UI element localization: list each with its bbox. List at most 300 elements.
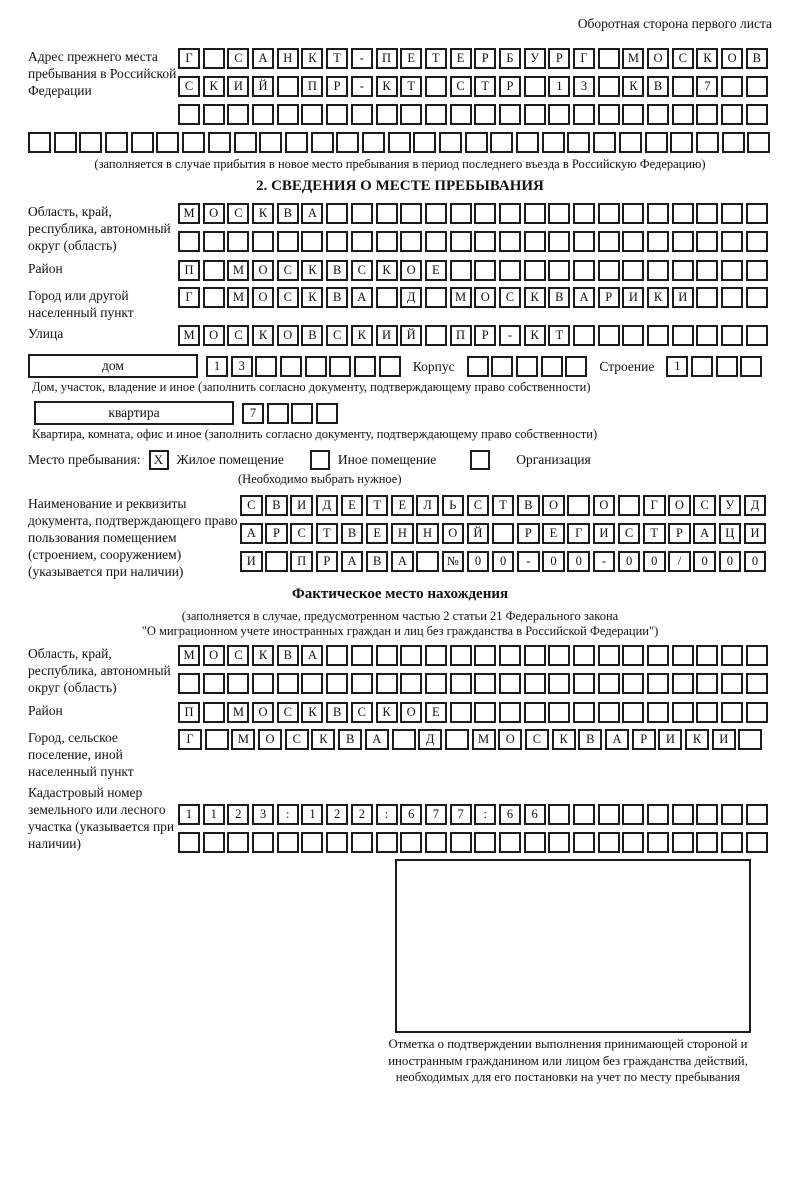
char-cell[interactable]: О [668,495,691,516]
char-cell[interactable]: К [351,325,373,346]
char-cell[interactable] [573,702,595,723]
char-cell[interactable] [622,104,644,125]
char-cell[interactable] [622,260,644,281]
char-cell[interactable] [28,132,51,153]
char-cell[interactable] [746,702,768,723]
char-cell[interactable] [516,356,538,377]
char-cell[interactable] [598,702,620,723]
char-cell[interactable] [326,673,348,694]
char-cell[interactable] [252,832,274,853]
char-cell[interactable]: В [647,76,669,97]
char-cell[interactable]: Т [492,495,515,516]
char-cell[interactable] [499,673,521,694]
char-cell[interactable] [573,832,595,853]
char-cell[interactable] [326,832,348,853]
char-cell[interactable] [450,673,472,694]
char-cell[interactable]: М [227,287,249,308]
char-cell[interactable]: Г [643,495,666,516]
char-cell[interactable]: Д [316,495,339,516]
char-cell[interactable] [672,231,694,252]
char-cell[interactable]: Й [400,325,422,346]
char-cell[interactable] [156,132,179,153]
char-cell[interactable] [316,403,338,424]
char-cell[interactable] [490,132,513,153]
char-cell[interactable]: В [301,325,323,346]
char-cell[interactable]: К [203,76,225,97]
char-cell[interactable] [376,203,398,224]
char-cell[interactable]: 1 [301,804,323,825]
char-cell[interactable]: 0 [467,551,490,572]
char-cell[interactable]: Е [391,495,414,516]
char-cell[interactable]: О [498,729,522,750]
char-cell[interactable]: Т [366,495,389,516]
char-cell[interactable]: М [227,260,249,281]
char-cell[interactable]: Р [474,48,496,69]
char-cell[interactable]: У [719,495,742,516]
char-cell[interactable]: П [290,551,313,572]
char-cell[interactable]: А [693,523,716,544]
char-cell[interactable] [413,132,436,153]
char-cell[interactable] [277,104,299,125]
char-cell[interactable]: В [517,495,540,516]
char-cell[interactable] [351,231,373,252]
char-cell[interactable]: О [203,203,225,224]
stay-type-checkbox-other[interactable] [310,450,330,470]
char-cell[interactable] [351,104,373,125]
char-cell[interactable] [474,260,496,281]
char-cell[interactable]: В [326,702,348,723]
char-cell[interactable] [285,132,308,153]
char-cell[interactable] [721,287,743,308]
char-cell[interactable] [400,203,422,224]
char-cell[interactable] [696,832,718,853]
char-cell[interactable] [645,132,668,153]
char-cell[interactable]: П [178,260,200,281]
char-cell[interactable]: - [517,551,540,572]
char-cell[interactable]: К [301,702,323,723]
char-cell[interactable]: С [227,645,249,666]
char-cell[interactable]: 0 [567,551,590,572]
char-cell[interactable]: А [240,523,263,544]
char-cell[interactable]: Р [265,523,288,544]
char-cell[interactable] [351,645,373,666]
char-cell[interactable] [622,832,644,853]
char-cell[interactable] [227,231,249,252]
char-cell[interactable] [379,356,401,377]
char-cell[interactable]: И [744,523,767,544]
char-cell[interactable] [265,551,288,572]
char-cell[interactable] [182,132,205,153]
char-cell[interactable] [267,403,289,424]
char-cell[interactable]: : [376,804,398,825]
char-cell[interactable] [524,702,546,723]
char-cell[interactable] [672,76,694,97]
char-cell[interactable] [573,645,595,666]
char-cell[interactable] [746,325,768,346]
char-cell[interactable]: П [376,48,398,69]
char-cell[interactable] [721,702,743,723]
char-cell[interactable] [647,645,669,666]
char-cell[interactable]: М [450,287,472,308]
char-cell[interactable] [647,104,669,125]
char-cell[interactable] [425,203,447,224]
char-cell[interactable] [305,356,327,377]
char-cell[interactable] [450,645,472,666]
char-cell[interactable]: И [622,287,644,308]
char-cell[interactable]: Е [366,523,389,544]
char-cell[interactable] [450,104,472,125]
char-cell[interactable]: Л [416,495,439,516]
char-cell[interactable] [746,804,768,825]
char-cell[interactable] [400,231,422,252]
char-cell[interactable] [647,325,669,346]
char-cell[interactable] [54,132,77,153]
char-cell[interactable] [425,231,447,252]
char-cell[interactable]: Н [277,48,299,69]
char-cell[interactable]: 7 [450,804,472,825]
char-cell[interactable] [277,832,299,853]
char-cell[interactable]: В [548,287,570,308]
char-cell[interactable]: А [365,729,389,750]
char-cell[interactable]: О [442,523,465,544]
char-cell[interactable] [672,260,694,281]
char-cell[interactable]: 0 [643,551,666,572]
char-cell[interactable]: В [277,203,299,224]
char-cell[interactable]: К [301,287,323,308]
char-cell[interactable] [301,104,323,125]
char-cell[interactable]: 3 [252,804,274,825]
char-cell[interactable] [647,832,669,853]
char-cell[interactable]: О [593,495,616,516]
char-cell[interactable]: К [647,287,669,308]
char-cell[interactable]: Р [326,76,348,97]
char-cell[interactable] [301,673,323,694]
char-cell[interactable]: А [301,645,323,666]
char-cell[interactable]: У [524,48,546,69]
char-cell[interactable] [524,76,546,97]
char-cell[interactable]: М [472,729,496,750]
char-cell[interactable]: Е [450,48,472,69]
char-cell[interactable]: М [178,325,200,346]
char-cell[interactable]: М [178,203,200,224]
char-cell[interactable] [178,104,200,125]
char-cell[interactable]: И [593,523,616,544]
char-cell[interactable]: И [227,76,249,97]
char-cell[interactable] [722,132,745,153]
char-cell[interactable] [573,203,595,224]
char-cell[interactable] [598,203,620,224]
char-cell[interactable]: - [351,76,373,97]
char-cell[interactable]: С [351,260,373,281]
char-cell[interactable]: А [573,287,595,308]
char-cell[interactable] [647,673,669,694]
char-cell[interactable] [746,76,768,97]
char-cell[interactable] [474,673,496,694]
char-cell[interactable]: С [618,523,641,544]
char-cell[interactable] [721,76,743,97]
char-cell[interactable]: Н [391,523,414,544]
char-cell[interactable]: 6 [499,804,521,825]
char-cell[interactable]: Т [400,76,422,97]
char-cell[interactable] [277,76,299,97]
char-cell[interactable] [524,645,546,666]
char-cell[interactable] [567,132,590,153]
char-cell[interactable]: С [467,495,490,516]
char-cell[interactable] [277,231,299,252]
char-cell[interactable]: О [647,48,669,69]
char-cell[interactable]: 0 [693,551,716,572]
apartment-type-box[interactable]: квартира [34,401,234,425]
char-cell[interactable]: Г [178,287,200,308]
char-cell[interactable] [622,645,644,666]
char-cell[interactable] [524,673,546,694]
char-cell[interactable]: Е [425,702,447,723]
char-cell[interactable] [178,832,200,853]
char-cell[interactable]: В [326,260,348,281]
char-cell[interactable]: Г [178,729,202,750]
char-cell[interactable]: 0 [719,551,742,572]
char-cell[interactable] [691,356,713,377]
char-cell[interactable]: : [277,804,299,825]
char-cell[interactable] [203,104,225,125]
char-cell[interactable] [598,645,620,666]
char-cell[interactable] [259,132,282,153]
char-cell[interactable] [311,132,334,153]
char-cell[interactable]: К [311,729,335,750]
char-cell[interactable]: В [326,287,348,308]
char-cell[interactable] [252,231,274,252]
char-cell[interactable]: С [227,48,249,69]
char-cell[interactable]: В [338,729,362,750]
char-cell[interactable]: К [376,76,398,97]
char-cell[interactable]: Й [467,523,490,544]
char-cell[interactable] [598,832,620,853]
char-cell[interactable] [573,231,595,252]
char-cell[interactable] [351,673,373,694]
char-cell[interactable]: К [524,325,546,346]
char-cell[interactable] [598,104,620,125]
char-cell[interactable] [672,104,694,125]
char-cell[interactable]: 1 [666,356,688,377]
char-cell[interactable]: / [668,551,691,572]
char-cell[interactable]: 0 [618,551,641,572]
char-cell[interactable]: И [712,729,736,750]
char-cell[interactable]: Д [418,729,442,750]
char-cell[interactable] [252,673,274,694]
char-cell[interactable]: С [326,325,348,346]
char-cell[interactable]: Ь [442,495,465,516]
char-cell[interactable] [450,231,472,252]
char-cell[interactable]: С [277,260,299,281]
stay-type-checkbox-organization[interactable] [470,450,490,470]
char-cell[interactable]: О [400,260,422,281]
char-cell[interactable] [542,132,565,153]
char-cell[interactable] [351,203,373,224]
char-cell[interactable]: С [351,702,373,723]
char-cell[interactable] [326,203,348,224]
char-cell[interactable] [178,673,200,694]
char-cell[interactable]: П [450,325,472,346]
char-cell[interactable]: Г [567,523,590,544]
char-cell[interactable] [573,260,595,281]
char-cell[interactable]: № [442,551,465,572]
char-cell[interactable]: 2 [351,804,373,825]
char-cell[interactable] [491,356,513,377]
char-cell[interactable]: Е [425,260,447,281]
char-cell[interactable]: Р [632,729,656,750]
char-cell[interactable]: К [552,729,576,750]
char-cell[interactable] [672,645,694,666]
char-cell[interactable]: С [178,76,200,97]
char-cell[interactable]: Р [316,551,339,572]
char-cell[interactable] [696,132,719,153]
char-cell[interactable] [541,356,563,377]
char-cell[interactable] [178,231,200,252]
char-cell[interactable] [622,203,644,224]
char-cell[interactable]: Б [499,48,521,69]
char-cell[interactable]: К [301,260,323,281]
char-cell[interactable] [227,832,249,853]
char-cell[interactable] [672,203,694,224]
char-cell[interactable] [474,104,496,125]
char-cell[interactable] [252,104,274,125]
char-cell[interactable] [548,203,570,224]
char-cell[interactable] [474,832,496,853]
char-cell[interactable] [336,132,359,153]
char-cell[interactable]: С [693,495,716,516]
char-cell[interactable] [548,104,570,125]
char-cell[interactable] [721,104,743,125]
char-cell[interactable] [450,203,472,224]
char-cell[interactable] [721,231,743,252]
char-cell[interactable]: О [542,495,565,516]
char-cell[interactable] [746,104,768,125]
char-cell[interactable]: А [301,203,323,224]
char-cell[interactable] [696,104,718,125]
char-cell[interactable]: И [672,287,694,308]
char-cell[interactable] [425,104,447,125]
char-cell[interactable] [400,645,422,666]
char-cell[interactable] [647,203,669,224]
char-cell[interactable] [392,729,416,750]
char-cell[interactable]: О [252,260,274,281]
char-cell[interactable] [672,832,694,853]
char-cell[interactable]: Т [316,523,339,544]
char-cell[interactable]: О [721,48,743,69]
char-cell[interactable]: О [277,325,299,346]
char-cell[interactable]: - [499,325,521,346]
char-cell[interactable]: 7 [242,403,264,424]
char-cell[interactable]: С [290,523,313,544]
char-cell[interactable] [598,231,620,252]
char-cell[interactable] [598,48,620,69]
char-cell[interactable]: Т [548,325,570,346]
char-cell[interactable]: Р [517,523,540,544]
char-cell[interactable]: К [376,260,398,281]
char-cell[interactable]: В [578,729,602,750]
char-cell[interactable] [647,260,669,281]
char-cell[interactable] [227,104,249,125]
char-cell[interactable] [79,132,102,153]
char-cell[interactable] [499,231,521,252]
char-cell[interactable] [376,104,398,125]
char-cell[interactable]: 2 [227,804,249,825]
char-cell[interactable]: О [400,702,422,723]
char-cell[interactable]: О [203,325,225,346]
char-cell[interactable] [672,673,694,694]
char-cell[interactable] [738,729,762,750]
char-cell[interactable]: А [391,551,414,572]
char-cell[interactable]: 6 [524,804,546,825]
char-cell[interactable]: К [376,702,398,723]
char-cell[interactable] [277,673,299,694]
char-cell[interactable] [301,832,323,853]
char-cell[interactable]: : [474,804,496,825]
char-cell[interactable] [354,356,376,377]
char-cell[interactable] [721,832,743,853]
char-cell[interactable]: Г [573,48,595,69]
char-cell[interactable] [696,260,718,281]
char-cell[interactable]: К [252,325,274,346]
char-cell[interactable] [598,76,620,97]
char-cell[interactable] [445,729,469,750]
char-cell[interactable] [227,673,249,694]
char-cell[interactable] [746,832,768,853]
char-cell[interactable] [450,832,472,853]
char-cell[interactable]: В [341,523,364,544]
char-cell[interactable]: 6 [400,804,422,825]
char-cell[interactable] [696,645,718,666]
char-cell[interactable] [721,203,743,224]
char-cell[interactable] [524,832,546,853]
char-cell[interactable] [376,645,398,666]
char-cell[interactable]: - [351,48,373,69]
char-cell[interactable] [548,702,570,723]
char-cell[interactable]: И [376,325,398,346]
char-cell[interactable]: И [658,729,682,750]
char-cell[interactable] [105,132,128,153]
char-cell[interactable]: - [593,551,616,572]
char-cell[interactable] [548,260,570,281]
char-cell[interactable]: В [746,48,768,69]
char-cell[interactable]: К [685,729,709,750]
char-cell[interactable]: 1 [178,804,200,825]
char-cell[interactable] [291,403,313,424]
char-cell[interactable]: С [672,48,694,69]
char-cell[interactable]: М [178,645,200,666]
char-cell[interactable] [388,132,411,153]
char-cell[interactable] [721,645,743,666]
char-cell[interactable]: А [252,48,274,69]
char-cell[interactable]: С [277,702,299,723]
char-cell[interactable]: С [285,729,309,750]
char-cell[interactable]: М [622,48,644,69]
char-cell[interactable] [746,673,768,694]
char-cell[interactable] [598,804,620,825]
char-cell[interactable] [524,260,546,281]
char-cell[interactable] [524,104,546,125]
char-cell[interactable] [746,203,768,224]
char-cell[interactable]: С [240,495,263,516]
char-cell[interactable]: М [227,702,249,723]
char-cell[interactable] [400,832,422,853]
char-cell[interactable] [622,325,644,346]
char-cell[interactable] [746,287,768,308]
char-cell[interactable] [696,231,718,252]
char-cell[interactable] [672,804,694,825]
char-cell[interactable]: К [301,48,323,69]
char-cell[interactable] [203,231,225,252]
